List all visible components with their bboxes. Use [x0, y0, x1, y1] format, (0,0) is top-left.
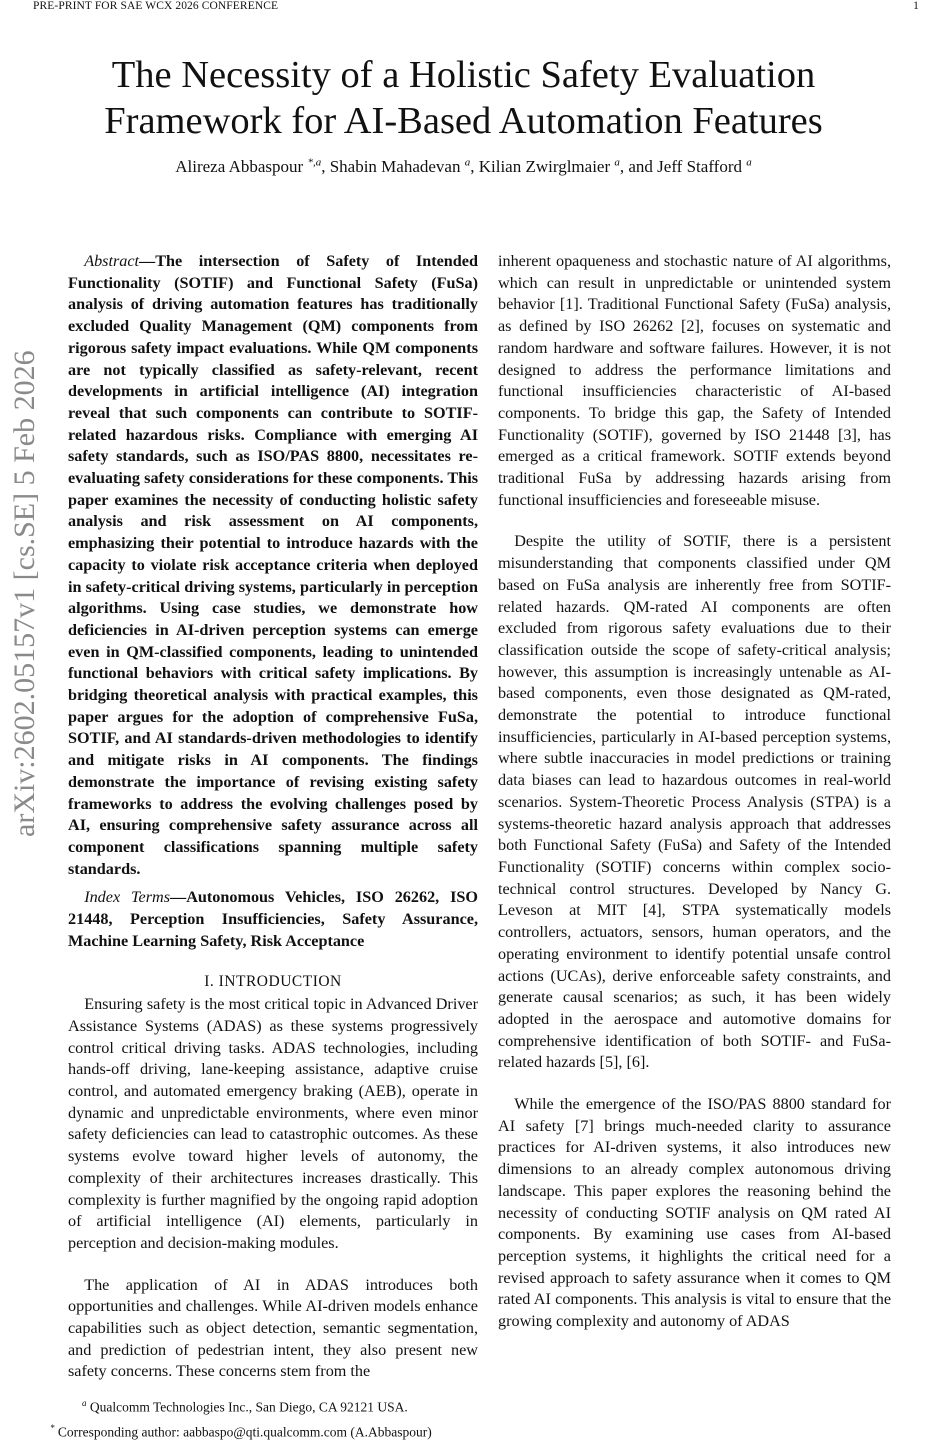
- author-name: Alireza Abbaspour: [175, 156, 304, 176]
- right-column: [498, 251, 891, 1333]
- footnote-mark: *: [50, 1422, 55, 1433]
- body-paragraph: Despite the utility of SOTIF, there is a persistent misunderstanding that components classified under QM based on FuSa analysis are inherently free from SOTIF-related hazards. QM-rated AI components are often excluded from rigorous safety evaluations due to their classification outside the scope of safety-critical analysis; however, this assumption is increasingly untenable as AI-based components, even those designated as QM-rated, demonstrate the potential to introduce functional insufficiencies, particularly in AI-based perception systems, where subtle inaccuracies in model predictions or training data biases can lead to hazardous outcomes in real-world scenarios. System-Theoretic Process Analysis (STPA) is a systems-theoretic hazard analysis approach that addresses both Functional Safety (FuSa) and Safety of the Intended Functionality (SOTIF) concerns within complex socio-technical control structures. Developed by Nancy G. Leveson at MIT [4], STPA systematically models controllers, actuators, sensors, human operators, and the operating environment to identify potential unsafe control actions (UCAs), derive enforceable safety constraints, and generate causal scenarios; as such, it has been widely adopted in the aerospace and automotive domains for comprehensive identification of both SOTIF- and FuSa-related hazards [5], [6].: [498, 532, 891, 1072]
- footnote-corresponding: [50, 1418, 478, 1442]
- footnote-text: Qualcomm Technologies Inc., San Diego, CA 92121 USA.: [86, 1399, 408, 1415]
- author-mark: a: [464, 156, 471, 168]
- separator: ,: [470, 156, 479, 176]
- footnote-mark: a: [82, 1398, 87, 1409]
- author-mark: *,a: [307, 156, 322, 168]
- separator: , and: [619, 156, 658, 176]
- running-header: PRE-PRINT FOR SAE WCX 2026 CONFERENCE: [33, 0, 279, 12]
- author: [479, 157, 657, 176]
- footnote-affiliation: [68, 1393, 478, 1418]
- page-number: 1: [913, 0, 919, 12]
- footnotes: [50, 1393, 478, 1442]
- title-line: Framework for AI-Based Automation Features: [104, 100, 823, 142]
- author-mark: a: [614, 156, 620, 168]
- author-name: Shabin Mahadevan: [329, 156, 461, 176]
- abstract: [68, 251, 478, 880]
- arxiv-watermark: arXiv:2602.05157v1 [cs.SE] 5 Feb 2026: [8, 350, 41, 837]
- paper-title: [0, 52, 927, 144]
- footnote-text: Corresponding author: aabbaspo@qti.qualcomm.com (A.Abbaspour): [54, 1424, 432, 1440]
- author: [330, 157, 479, 176]
- author-list: [0, 156, 927, 177]
- author: [175, 157, 329, 176]
- author-name: Jeff Stafford: [657, 156, 742, 176]
- body-paragraph: Ensuring safety is the most critical topic in Advanced Driver Assistance Systems (ADAS) as these systems progressively control critical driving tasks. ADAS technologies, including hands-off driving, lane-keeping assistance, adaptive cruise control, and automated emergency braking (AEB), operate in dynamic and unpredictable environments, where even minor safety deficiencies can lead to catastrophic outcomes. As these systems evolve toward higher levels of autonomy, the complexity of their architectures increases drastically. This complexity is further magnified by the ongoing rapid adoption of artificial intelligence (AI) elements, particularly in perception and decision-making modules.: [68, 995, 478, 1252]
- separator: ,: [321, 156, 330, 176]
- abstract-label: Abstract: [84, 252, 140, 270]
- left-column: [50, 251, 479, 1442]
- body-paragraph: While the emergence of the ISO/PAS 8800 standard for AI safety [7] brings much-needed clarity to assurance practices for AI-driven systems, it also introduces new dimensions to an already complex autonomous driving landscape. This paper explores the reasoning behind the necessity of conducting SOTIF analysis on QM rated AI components. By examining use cases from AI-based perception systems, it highlights the critical need for a revised approach to safety assurance when it comes to QM rated AI components. This analysis is vital to ensure that the growing complexity and autonomy of ADAS: [498, 1095, 891, 1331]
- title-line: The Necessity of a Holistic Safety Evaluation: [111, 54, 816, 96]
- body-paragraph: inherent opaqueness and stochastic nature of AI algorithms, which can result in unpredictable or unintended system behavior [1]. Traditional Functional Safety (FuSa) analysis, as defined by ISO 26262 [2], focuses on systematic and random hardware and software failures. However, it is not designed to address the performance limitations and functional insufficiencies characteristic of AI-based components. To bridge this gap, the Safety of Intended Functionality (SOTIF), governed by ISO 21448 [3], has emerged as a critical framework. SOTIF extends beyond traditional FuSa by addressing hazards arising from functional insufficiencies and foreseeable misuse.: [498, 252, 891, 509]
- index-terms-text: —Autonomous Vehicles, ISO 26262, ISO 21448, Perception Insufficiencies, Safety Assurance, Machine Learning Safety, Risk Acceptance: [68, 888, 479, 950]
- author-name: Kilian Zwirglmaier: [478, 156, 611, 176]
- author-mark: a: [746, 156, 752, 168]
- abstract-text: —The intersection of Safety of Intended Functionality (SOTIF) and Functional Safety (FuSa) analysis of driving automation features has traditionally excluded Quality Management (QM) components from rigorous safety impact evaluations. While QM components are not typically classified as safety-relevant, recent developments in artificial intelligence (AI) integration reveal that such components can contribute to SOTIF-related hazardous risks. Compliance with emerging AI safety standards, such as ISO/PAS 8800, necessitates re-evaluating safety considerations for these components. This paper examines the necessity of conducting holistic safety analysis and risk assessment on AI components, emphasizing their potential to introduce hazards with the capacity to violate risk acceptance criteria when deployed in safety-critical driving systems, particularly in perception algorithms. Using case studies, we demonstrate how deficiencies in AI-driven perception systems can emerge even in QM-classified components, leading to unintended functional behaviors with critical safety implications. By bridging theoretical analysis with practical examples, this paper argues for the adoption of comprehensive FuSa, SOTIF, and AI standards-driven methodologies to identify and mitigate risks in AI components. The findings demonstrate the importance of revising existing safety frameworks to address the evolving challenges posed by AI, ensuring comprehensive safety assurance across all component classifications spanning multiple safety standards.: [68, 252, 478, 878]
- body-paragraph: The application of AI in ADAS introduces both opportunities and challenges. While AI-driven models enhance capabilities such as object detection, semantic segmentation, and prediction of pedestrian intent, they also present new safety concerns. These concerns stem from the: [68, 1275, 478, 1381]
- index-terms-label: Index Terms: [84, 888, 171, 907]
- index-terms: [68, 887, 478, 952]
- author: [657, 157, 752, 176]
- section-heading: I. INTRODUCTION: [204, 972, 342, 990]
